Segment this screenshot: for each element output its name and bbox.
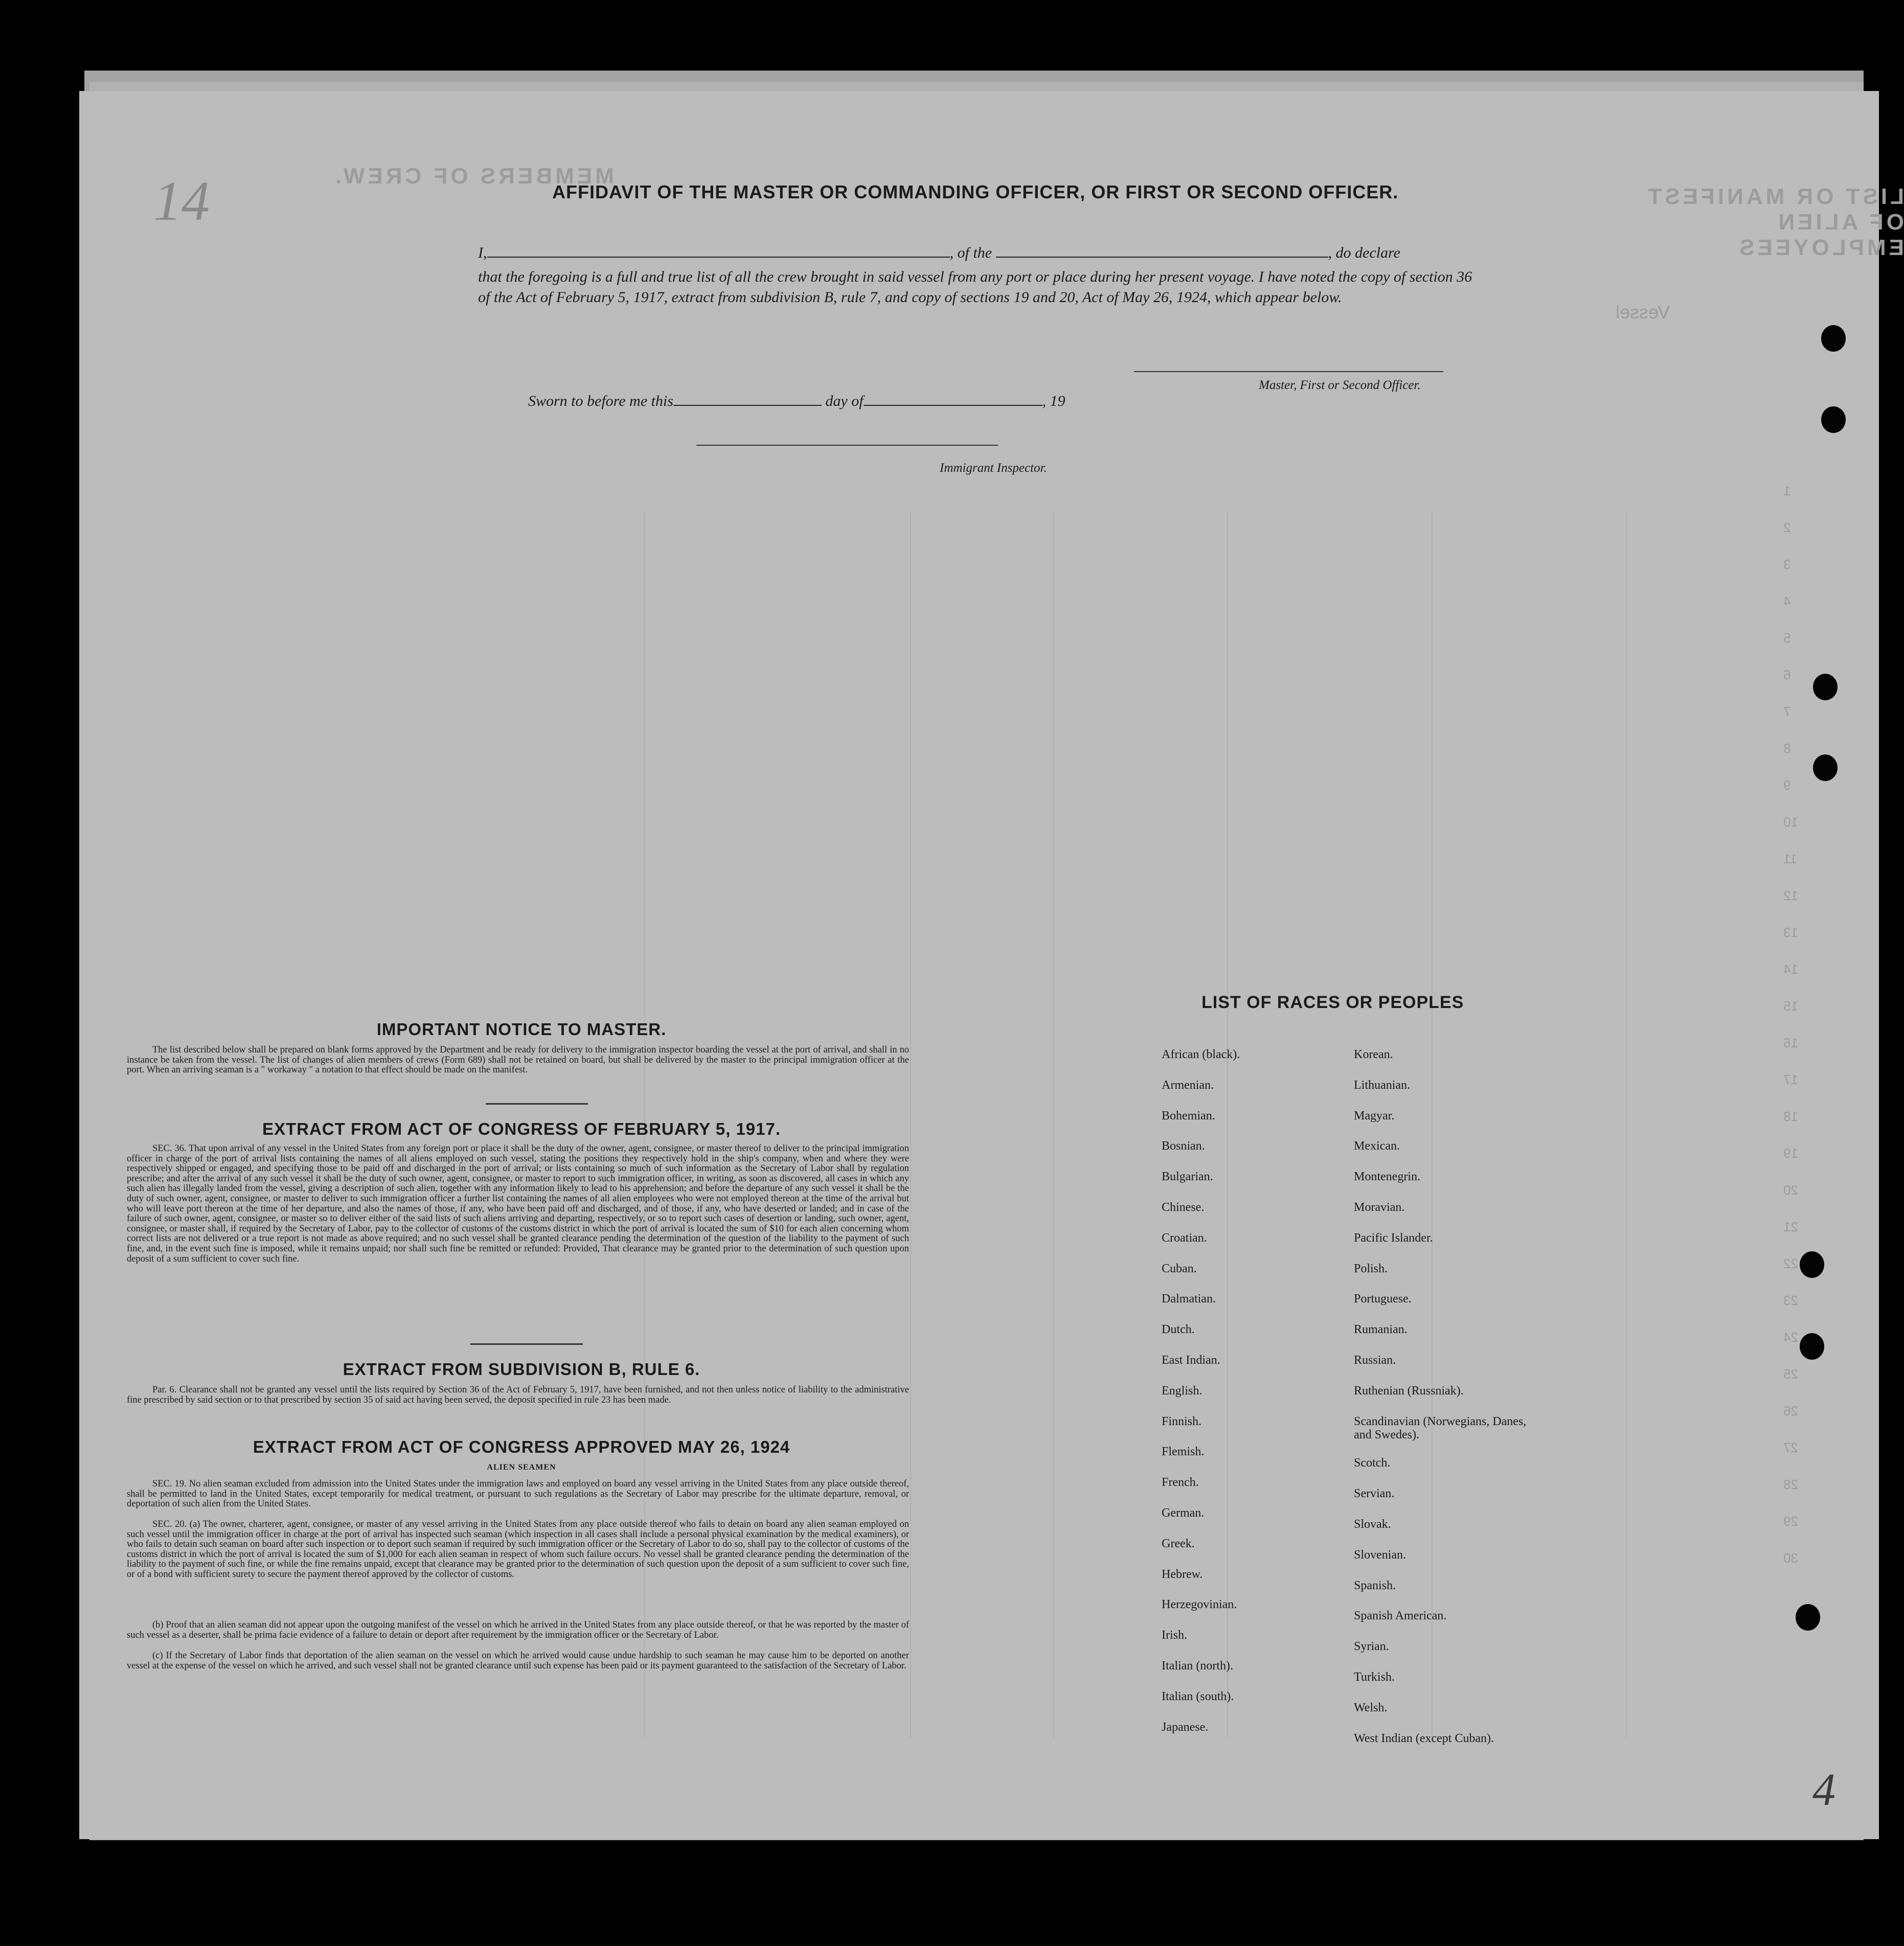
show-through-row-number: 4 [1783,593,1791,609]
show-through-row-number: 24 [1783,1330,1798,1345]
race-item: Hebrew. [1162,1567,1203,1581]
show-through-row-number: 13 [1783,925,1798,940]
margin-scrawl: 14 [153,170,210,232]
show-through-row-number: 12 [1783,888,1798,903]
show-through-row-number: 19 [1783,1146,1798,1161]
show-through-row-number: 22 [1783,1256,1798,1271]
race-item: Lithuanian. [1354,1078,1410,1092]
race-item: Montenegrin. [1354,1170,1420,1184]
race-item: Armenian. [1162,1078,1214,1092]
race-item: Magyar. [1354,1109,1395,1123]
race-item: Slovenian. [1354,1548,1406,1562]
name-blank [487,251,950,258]
sworn-day-blank [673,400,822,406]
rule6-title: EXTRACT FROM SUBDIVISION B, RULE 6. [343,1360,700,1379]
race-item: Scotch. [1354,1456,1391,1470]
race-item: Welsh. [1354,1701,1388,1714]
sec19-text: SEC. 19. No alien seaman excluded from admission into the United States under the immigration laws and employed on board any vessel arriving in the United States from any place outside thereof, shall be permitted to land in the United States, except temporarily for medical treatment, or pursuant to such regulations as the Secretary of Labor may prescribe for the ultimate departure, removal, or deportation of such alien from the United States. [127,1479,909,1509]
race-item: Herzegovinian. [1162,1598,1237,1612]
punch-hole [1821,325,1846,352]
show-through-row-number: 14 [1783,961,1798,977]
affidavit-title: AFFIDAVIT OF THE MASTER OR COMMANDING OFFICER, OR FIRST OR SECOND OFFICER. [552,181,1399,202]
show-through-row-number: 17 [1783,1072,1798,1087]
race-item: Italian (south). [1162,1689,1234,1703]
show-through-row-number: 21 [1783,1219,1798,1234]
show-through-row-number: 20 [1783,1182,1798,1198]
race-item: Rumanian. [1354,1323,1408,1337]
sec20b-text: (b) Proof that an alien seaman did not appear upon the outgoing manifest of the vessel on which he arrived in the United States from any place outside thereof, or that he was reported by the master of such vessel as a deserter, shall be prima facie evidence of a failure to detain or deport after requirement by the immigration officer or the Secretary of Labor. [127,1620,909,1640]
punch-hole [1813,674,1838,700]
race-item: Dutch. [1162,1323,1195,1337]
notice-title: IMPORTANT NOTICE TO MASTER. [376,1020,667,1039]
sworn-year: , 19 [1042,393,1066,409]
race-item: Dalmatian. [1162,1292,1216,1306]
race-item: Polish. [1354,1262,1388,1275]
sec20c-text: (c) If the Secretary of Labor finds that deportation of the alien seaman on the vessel on which he arrived would cause undue hardship to such seaman he may cause him to be deported on another vessel at the expense of the vessel on which he arrived, and such vessel shall not be granted clearance until such expense has been paid or its payment guaranteed to the satisfaction of the Secretary of Labor. [127,1651,909,1671]
race-item: Greek. [1162,1537,1195,1550]
race-item: Russian. [1354,1354,1396,1367]
show-through-header-right: MEMBERS OF CREW. [332,164,614,189]
sec20a-text: SEC. 20. (a) The owner, charterer, agent, consignee, or master of any vessel arriving in the United States from any place outside thereof who fails to detain on board any alien seaman employed on such vessel until the immigration officer in charge at the port of arrival has inspected such seaman (which inspection in all cases shall include a personal physical examination by the medical examiners), or who fails to detain such seaman on board after such inspection or to deport such seaman if required by such immigration officer or the Secretary of Labor to do so, shall pay to the collector of customs of the customs district in which the port of arrival is located the sum of $1,000 for each alien seaman in respect of whom such failure occurs. No vessel shall be granted clearance pending the determination of the liability to the payment of such fine, or while the fine remains unpaid, except that clearance may be granted prior to the determination of such question upon the deposit of a sum sufficient to cover such fine, or of a bond with sufficient surety to secure the payment thereof approved by the collector of customs. [127,1519,909,1579]
vessel-blank [996,251,1328,258]
extract-1917-text: SEC. 36. That upon arrival of any vessel in the United States from any foreign port or place it shall be the duty of the owner, agent, consignee, or master thereof to deliver to the principal immigration officer in charge of the port of arrival lists containing the names of all aliens employed on such vessel, stating the positions they respectively hold in the ship's company, when and where they were respectively shipped or engaged, and specifying those to be paid off and discharged in the port of arrival; or lists containing so much of such information as the Secretary of Labor shall by regulation prescribe; and after the arrival of any such vessel it shall be the duty of such owner, agent, consignee, or master to report to such immigration officer, in writing, as soon as discovered, all cases in which any such alien has illegally landed from the vessel, giving a description of such alien, together with any information likely to lead to his apprehension; and before the departure of any such vessel it shall be the duty of such owner, agent, consignee, or master to deliver to such immigration officer a further list containing the names of all alien employees who were not employed thereon at the time of the arrival but who will leave port thereon at the time of her departure, and also the names of those, if any, who have been paid off and discharged, and of those, if any, who have deserted or landed; and in case of the failure of such owner, agent, consignee, or master so to deliver either of the said lists of such aliens arriving and departing, respectively, or so to report such cases of desertion or landing, such owner, agent, consignee, or master shall, if required by the Secretary of Labor, pay to the collector of customs of the customs district in which the port of arrival is located the sum of $10 for each alien concerning whom correct lists are not delivered or a true report is not made as above required; and no such vessel shall be granted clearance pending the determination of the question of the liability to the payment of such fine, and, in the event such fine is imposed, while it remains unpaid; nor shall such fine be remitted or refunded: Provided, That clearance may be granted prior to the determination of such question upon deposit of a sum sufficient to cover such fine. [127,1143,909,1264]
race-item: Bohemian. [1162,1109,1215,1123]
race-item: Portuguese. [1354,1292,1412,1306]
show-through-header: LIST OR MANIFEST OF ALIEN EMPLOYEES [1645,184,1904,260]
show-through-row-number: 23 [1783,1293,1798,1308]
divider [486,1103,588,1105]
show-through-row-number: 1 [1783,483,1791,498]
sworn-prefix: Sworn to before me this [528,393,673,409]
show-through-rule [1626,511,1627,1738]
sworn-day-of: day of [825,393,864,409]
show-through-row-number: 26 [1783,1403,1798,1418]
show-through-row-number: 30 [1783,1550,1798,1566]
race-item: Bulgarian. [1162,1170,1213,1184]
race-item: English. [1162,1384,1203,1398]
punch-hole [1800,1333,1824,1360]
race-item: Slovak. [1354,1518,1391,1531]
race-item: Finnish. [1162,1414,1202,1428]
race-item: Korean. [1354,1048,1393,1061]
race-item: Pacific Islander. [1354,1231,1433,1245]
races-title: LIST OF RACES OR PEOPLES [1202,993,1464,1012]
show-through-row-number: 28 [1783,1477,1798,1492]
race-item: West Indian (except Cuban). [1354,1731,1494,1745]
punch-hole [1800,1251,1824,1278]
affidavit-of-the: , of the [949,244,992,261]
race-item: East Indian. [1162,1354,1220,1367]
sworn-line [528,393,1066,410]
extract-1924-title: EXTRACT FROM ACT OF CONGRESS APPROVED MAY 26, 1924 [253,1437,790,1456]
race-item: Cuban. [1162,1262,1197,1275]
punch-hole [1796,1604,1820,1631]
race-item: Scandinavian (Norwegians, Danes, and Swedes). [1354,1414,1527,1441]
show-through-row-number: 29 [1783,1514,1798,1529]
show-through-row-number: 2 [1783,520,1791,535]
notice-text: The list described below shall be prepared on blank forms approved by the Department and be ready for delivery to the immigration inspector boarding the vessel at the port of arrival, and shall in no instance be taken from the vessel. The list of changes of alien members of crews (Form 689) shall not be retained on board, but shall be delivered by the master to the principal immigration officer at the port. When an arriving seaman is a " workaway " a notation to that effect should be made on the manifest. [127,1045,909,1075]
race-item: Flemish. [1162,1445,1205,1459]
race-item: Mexican. [1354,1139,1400,1153]
race-item: Spanish American. [1354,1609,1447,1623]
corner-mark: 4 [1812,1765,1835,1815]
show-through-row-number: 18 [1783,1109,1798,1124]
affidavit-body: that the foregoing is a full and true list of all the crew brought in said vessel from any port or place during her present voyage. I have noted the copy of section 36 of the Act of February 5, 1917, extract from subdivision B, rule 7, and copy of sections 19 and 20, Act of May 26, 1924, which appear below. [478,268,1472,306]
race-item: Turkish. [1354,1670,1395,1684]
affidavit-declare: , do declare [1328,244,1400,261]
show-through-row-number: 8 [1783,741,1791,756]
show-through-row-number: 10 [1783,814,1798,830]
extract-1924-subtitle: ALIEN SEAMEN [487,1463,556,1472]
show-through-row-number: 6 [1783,667,1791,682]
show-through-rule [1432,511,1433,1738]
race-item: Bosnian. [1162,1139,1205,1153]
affidavit-declaration-line [478,244,1400,262]
race-item: Ruthenian (Russniak). [1354,1384,1464,1398]
show-through-row-number: 7 [1783,704,1791,719]
inspector-label: Immigrant Inspector. [940,461,1047,475]
show-through-row-number: 9 [1783,777,1791,793]
punch-hole [1821,406,1846,433]
punch-hole [1813,754,1838,781]
race-item: Syrian. [1354,1640,1389,1654]
race-item: French. [1162,1476,1199,1490]
race-item: Japanese. [1162,1720,1209,1734]
show-through-row-number: 5 [1783,630,1791,646]
show-through-row-number: 16 [1783,1035,1798,1050]
master-signature-line [1134,371,1443,372]
show-through-row-number: 27 [1783,1440,1798,1455]
sworn-month-blank [864,400,1042,406]
race-item: German. [1162,1506,1205,1520]
race-item: Spanish. [1354,1578,1396,1592]
race-item: Chinese. [1162,1201,1205,1214]
show-through-row-number: 3 [1783,557,1791,572]
show-through-row-number: 15 [1783,998,1798,1014]
inspector-signature-line [696,445,998,446]
show-through-rule [1227,511,1228,1738]
race-item: Croatian. [1162,1231,1207,1245]
divider [470,1343,583,1345]
race-item: African (black). [1162,1048,1240,1061]
race-item: Irish. [1162,1629,1187,1642]
extract-1917-title: EXTRACT FROM ACT OF CONGRESS OF FEBRUARY 5, 1917. [262,1119,781,1138]
show-through-vessel: Vessel [1616,302,1670,323]
race-item: Moravian. [1354,1201,1405,1214]
race-item: Servian. [1354,1487,1395,1501]
affidavit-i: I, [478,244,487,261]
show-through-row-number: 25 [1783,1366,1798,1382]
race-item: Italian (north). [1162,1659,1233,1673]
master-signature-label: Master, First or Second Officer. [1259,378,1421,392]
show-through-row-number: 11 [1783,851,1797,866]
rule6-text: Par. 6. Clearance shall not be granted any vessel until the lists required by Section 36 of the Act of February 5, 1917, have been furnished, and not then unless notice of liability to the administrative fine prescribed by said section or to that prescribed by section 35 of said act having been served, the deposit specified in rule 23 has been made. [127,1385,909,1405]
show-through-rule [1053,511,1054,1738]
